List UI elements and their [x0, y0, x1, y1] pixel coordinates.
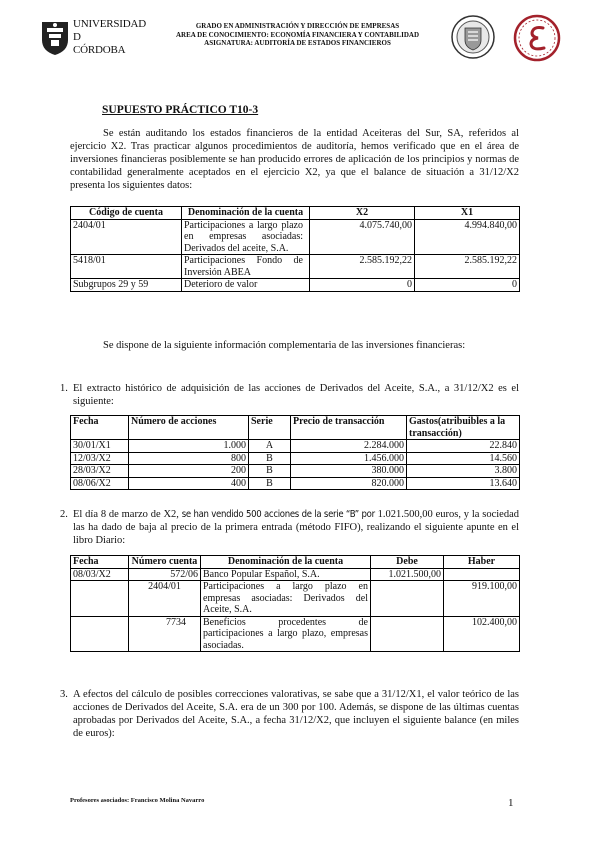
intro-paragraph: Se están auditando los estados financieros de la entidad Aceiteras del Sur, SA, referidos al ejercicio X2. Tras practicar algunos procedimientos de auditoría, hemos verificado que en el área de inversiones financieras posiblemente se han producido errores de aplicación de los principios y normas de contabilidad generalmente aceptados en el ejercicio X2, ya que el balance de situación a 31/12/X2 presenta los siguientes datos:: [70, 128, 519, 191]
table-cell: A: [249, 440, 291, 453]
table-cell: [71, 616, 129, 652]
table-cell: [371, 616, 444, 652]
table-cell: B: [249, 465, 291, 478]
item-1: [60, 382, 519, 408]
table-cell: 28/03/X2: [71, 465, 129, 478]
table-cell: 820.000: [291, 477, 407, 490]
table-cell: 2.284.000: [291, 440, 407, 453]
university-name: [73, 18, 146, 57]
table-cell: [444, 568, 520, 581]
university-name-line-1: UNIVERSIDAD: [73, 18, 146, 30]
header-degree: GRADO EN ADMINISTRACIÓN Y DIRECCIÓN DE EMPRESAS: [195, 22, 400, 30]
table-cell: 08/06/X2: [71, 477, 129, 490]
table-row: [71, 279, 520, 292]
item-number: 3.: [60, 689, 68, 700]
table-cell: 2404/01: [71, 219, 182, 255]
table-cell: 5418/01: [71, 255, 182, 279]
item-text: [73, 508, 519, 547]
faculty-seal-icon: [450, 14, 496, 60]
table-cell: 4.994.840,00: [415, 219, 520, 255]
column-header: Número de acciones: [129, 416, 249, 440]
table-cell: 0: [310, 279, 415, 292]
table-row: [71, 465, 520, 478]
header-subject: ASIGNATURA: AUDITORÍA DE ESTADOS FINANCIEROS: [204, 39, 391, 47]
table-cell: 22.840: [407, 440, 520, 453]
table-header-row: [71, 207, 520, 220]
column-header: Denominación de la cuenta: [201, 556, 371, 569]
table-cell: [71, 581, 129, 617]
table-cell: Subgrupos 29 y 59: [71, 279, 182, 292]
table-cell: 200: [129, 465, 249, 478]
university-name-line-2: D: [73, 31, 81, 43]
university-shield-icon: [40, 20, 70, 56]
table-header-row: [71, 416, 520, 440]
table-cell: 14.560: [407, 452, 520, 465]
page-number: 1: [508, 797, 514, 809]
item-number: 2.: [60, 509, 68, 520]
table-cell: 380.000: [291, 465, 407, 478]
item-text: A efectos del cálculo de posibles correcciones valorativas, se sabe que a 31/12/X1, el valor teórico de las acciones de Derivados del Aceite, S.A. era de un 300 por 100. Además, se dispone de las últimas cuentas aprobadas por Derivados del Aceite, S.A., a fecha 31/12/X2, que incluyen el siguiente balance (en miles de euros):: [73, 689, 519, 739]
table-row: [71, 255, 520, 279]
column-header: Serie: [249, 416, 291, 440]
table-cell: 919.100,00: [444, 581, 520, 617]
column-header: Haber: [444, 556, 520, 569]
table-row: [71, 219, 520, 255]
table-cell: Deterioro de valor: [182, 279, 310, 292]
footer-author: Profesores asociados: Francisco Molina Navarro: [70, 797, 205, 804]
column-header: Precio de transacción: [291, 416, 407, 440]
table-cell: Banco Popular Español, S.A.: [201, 568, 371, 581]
table-cell: Participaciones Fondo de Inversión ABEA: [182, 255, 310, 279]
header-area: AREA DE CONOCIMIENTO: ECONOMÍA FINANCIERA Y CONTABILIDAD: [175, 30, 420, 39]
journal-table: [70, 555, 520, 652]
item-number: 1.: [60, 383, 68, 394]
table-cell: 1.000: [129, 440, 249, 453]
table-cell: 30/01/X1: [71, 440, 129, 453]
item-text-part: 1.021.500,00 euros, y la sociedad las ha dado de baja al precio de la primera entrada (método FIFO), realizando el siguiente apunte en el libro Diario:: [73, 509, 520, 546]
acquisition-table: [70, 415, 520, 490]
item-text-part: El día 8 de marzo de X2,: [73, 509, 182, 520]
university-logo: [40, 18, 146, 60]
table-cell: 400: [129, 477, 249, 490]
university-name-line-3: CÓRDOBA: [73, 44, 126, 56]
course-header: [140, 22, 455, 48]
column-header: Denominación de la cuenta: [182, 207, 310, 220]
table-row: [71, 568, 520, 581]
column-header: Número cuenta: [129, 556, 201, 569]
table-cell: 2404/01: [129, 581, 201, 617]
table-cell: 08/03/X2: [71, 568, 129, 581]
item-text-highlight: se han vendido 500 acciones de la serie “B” por: [181, 509, 375, 520]
table-cell: B: [249, 477, 291, 490]
column-header: Fecha: [71, 416, 129, 440]
table-cell: 1.456.000: [291, 452, 407, 465]
complement-paragraph: Se dispone de la siguiente información complementaria de las inversiones financieras:: [103, 340, 466, 351]
table-cell: 3.800: [407, 465, 520, 478]
exercise-title: SUPUESTO PRÁCTICO T10-3: [102, 104, 259, 116]
column-header: X2: [310, 207, 415, 220]
table-row: [71, 616, 520, 652]
table-cell: Beneficios procedentes de participaciones a largo plazo, empresas asociadas.: [201, 616, 371, 652]
table-cell: [371, 581, 444, 617]
table-cell: 102.400,00: [444, 616, 520, 652]
table-cell: 800: [129, 452, 249, 465]
table-cell: 13.640: [407, 477, 520, 490]
column-header: X1: [415, 207, 520, 220]
column-header: Debe: [371, 556, 444, 569]
table-cell: B: [249, 452, 291, 465]
table-cell: 572/06: [129, 568, 201, 581]
table-cell: Participaciones a largo plazo en empresas asociadas: Derivados del aceite, S.A.: [182, 219, 310, 255]
table-row: [71, 581, 520, 617]
table-cell: 4.075.740,00: [310, 219, 415, 255]
column-header: Fecha: [71, 556, 129, 569]
table-cell: 1.021.500,00: [371, 568, 444, 581]
table-header-row: [71, 556, 520, 569]
column-header: Gastos(atribuibles a la transacción): [407, 416, 520, 440]
table-cell: 2.585.192,22: [310, 255, 415, 279]
item-text: El extracto histórico de adquisición de las acciones de Derivados del Aceite, S.A., a 31/12/X2 es el siguiente:: [73, 383, 519, 407]
table-cell: 0: [415, 279, 520, 292]
table-row: [71, 440, 520, 453]
faculty-emblem-icon: [513, 14, 561, 62]
table-cell: 7734: [129, 616, 201, 652]
table-row: [71, 452, 520, 465]
table-row: [71, 477, 520, 490]
item-2: [60, 508, 519, 547]
table-cell: Participaciones a largo plazo en empresas asociadas: Derivados del Aceite, S.A.: [201, 581, 371, 617]
item-3: [60, 688, 519, 740]
balance-table: [70, 206, 520, 292]
table-cell: 12/03/X2: [71, 452, 129, 465]
column-header: Código de cuenta: [71, 207, 182, 220]
table-cell: 2.585.192,22: [415, 255, 520, 279]
